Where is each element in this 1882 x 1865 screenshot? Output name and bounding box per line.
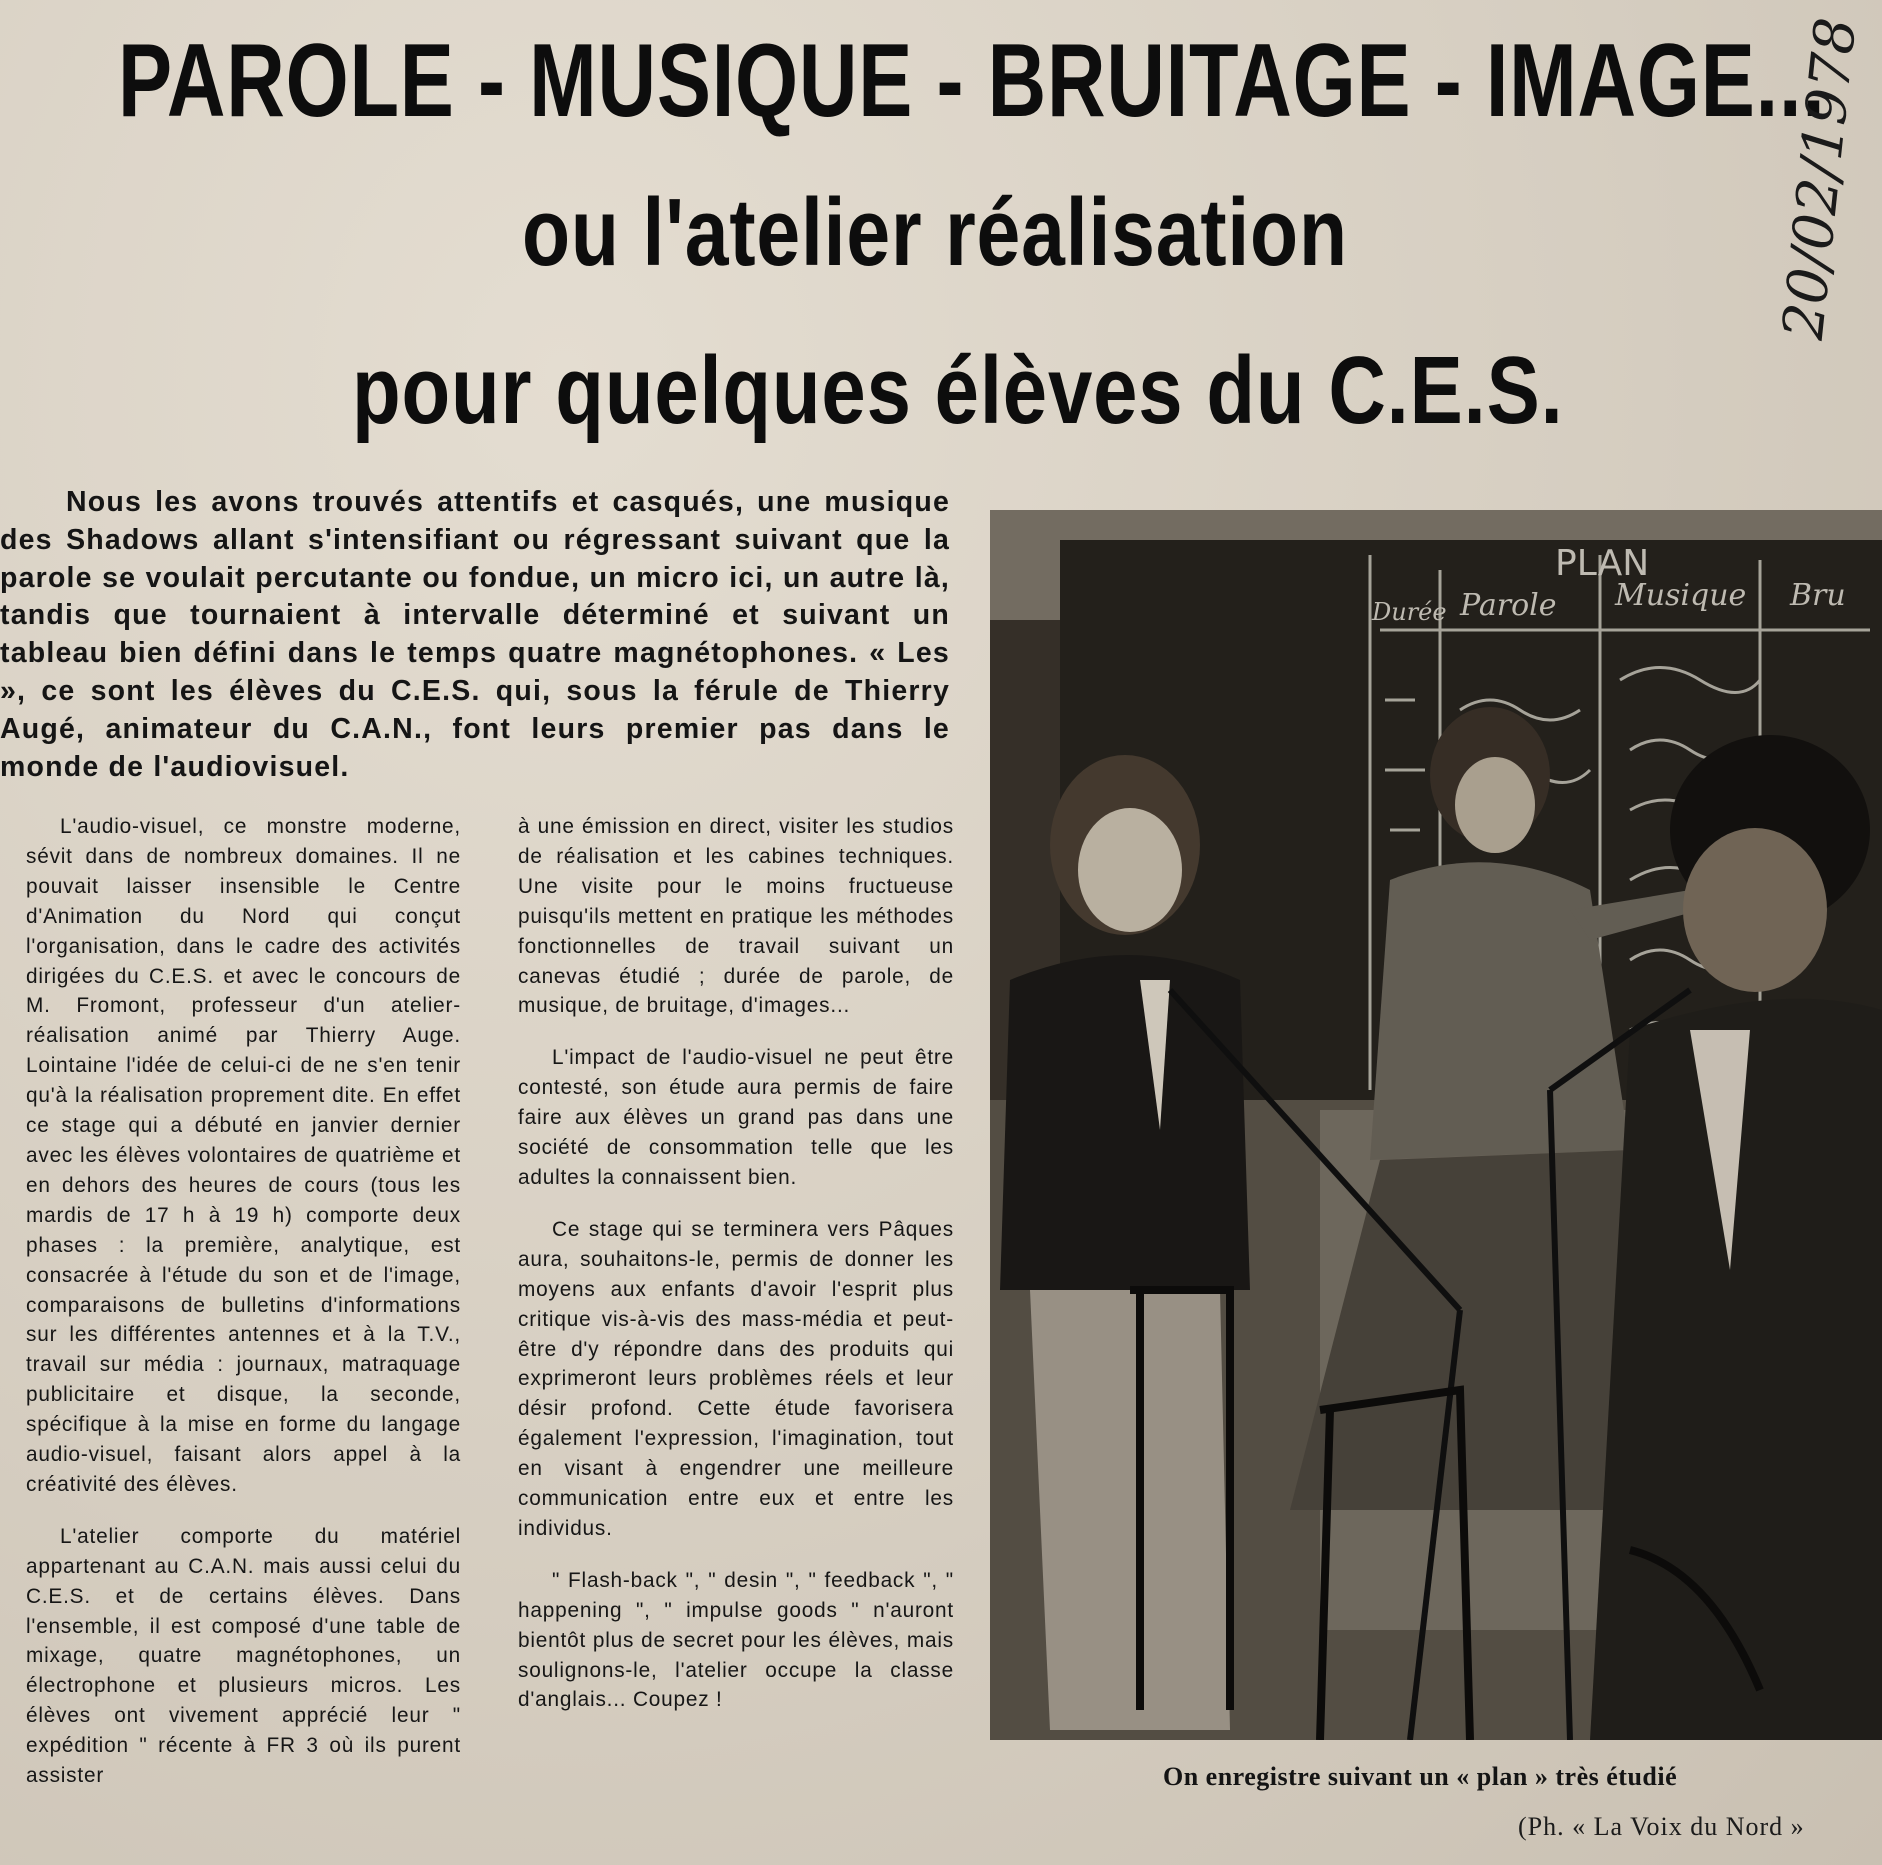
photo-illustration [990,510,1882,1740]
column1-paragraph-1: L'audio-visuel, ce monstre moderne, sévit dans de nombreux domaines. Il ne pouvait laisser insensible le Centre d'Animation du Nord qui conçut l'organisation, dans le cadre des activités dirigées du C.E.S. et avec le concours de M. Fromont, professeur d'un atelier-réalisation animé par Thierry Auge. Lointaine l'idée de celui-ci de ne s'en tenir qu'à la réalisation proprement dite. En effet ce stage qui a débuté en janvier dernier avec les élèves volontaires de quatrième et en dehors des heures de cours (tous les mardis de 17 h à 19 h) comporte deux phases : la première, analytique, est consacrée à l'étude du son et de l'image, comparaisons de bulletins d'informations sur les différentes antennes et à la T.V., travail sur média : journaux, matraquage publicitaire et disque, la seconde, spécifique à la mise en forme du langage audio-visuel, faisant alors appel à la créativité des élèves. [26,815,461,1496]
board-column-duree: Durée [1372,598,1447,626]
article-column-2 [518,812,954,1715]
headline-line-2: ou l'atelier réalisation [522,179,1348,286]
lead-paragraph: Nous les avons trouvés attentifs et casqués, une musique des Shadows allant s'intensifiant ou régressant suivant que la parole se voulait percutante ou fondue, un micro ici, un autre là, tandis que tournaient à intervalle déterminé et suivant un tableau bien défini dans le temps quatre magnétophones. « Les », ce sont les élèves du C.E.S. qui, sous la férule de Thierry Augé, animateur du C.A.N., font leurs premier pas dans le monde de l'audiovisuel. [0,486,950,783]
headline-line-1: PAROLE - MUSIQUE - BRUITAGE - IMAGE... [118,23,1826,139]
photo-caption: On enregistre suivant un « plan » très étudié [1163,1762,1678,1791]
column2-paragraph-3: Ce stage qui se terminera vers Pâques aura, souhaitons-le, permis de donner les moyens aux enfants d'avoir l'esprit plus critique vis-à-vis des mass-média et peut-être d'y répondre dans des produits qui exprimeront leurs problèmes réels et leur désir profond. Cette étude favorisera également l'expression, l'imagination, tout en visant à engendrer une meilleure communication entre eux et entre les individus. [518,1217,954,1540]
board-column-parole: Parole [1460,588,1557,623]
photo-credit: (Ph. « La Voix du Nord » [1518,1812,1805,1841]
handwritten-date: 20/02/1978 [1770,14,1870,343]
board-column-bruitage: Bru [1790,578,1846,613]
article-photo [990,510,1882,1740]
board-column-musique: Musique [1615,578,1747,613]
column1-paragraph-2: L'atelier comporte du matériel appartenant au C.A.N. mais aussi celui du C.E.S. et de certains élèves. Dans l'ensemble, il est composé d'une table de mixage, quatre magnétophones, un électrophone et plusieurs micros. Les élèves ont vivement apprécié leur " expédition " récente à FR 3 où ils purent assister [26,1524,461,1788]
article-column-1 [26,812,461,1791]
board-heading: PLAN [1555,543,1650,584]
headline-line-3: pour quelques élèves du C.E.S. [352,337,1564,444]
column2-paragraph-1: à une émission en direct, visiter les studios de réalisation et les cabines techniques. Une visite pour le moins fructueuse puisqu'ils mettent en pratique les méthodes fonctionnelles de travail suivant un canevas étudié ; durée de parole, de musique, de bruitage, d'images... [518,815,954,1018]
column2-paragraph-2: L'impact de l'audio-visuel ne peut être contesté, son étude aura permis de faire faire aux élèves un grand pas dans une société de consommation telle que les adultes la connaissent bien. [518,1046,954,1189]
column2-paragraph-4: " Flash-back ", " desin ", " feedback ", " happening ", " impulse goods " n'auront bientôt plus de secret pour les élèves, mais soulignons-le, l'atelier occupe la classe d'anglais... Coupez ! [518,1568,954,1712]
